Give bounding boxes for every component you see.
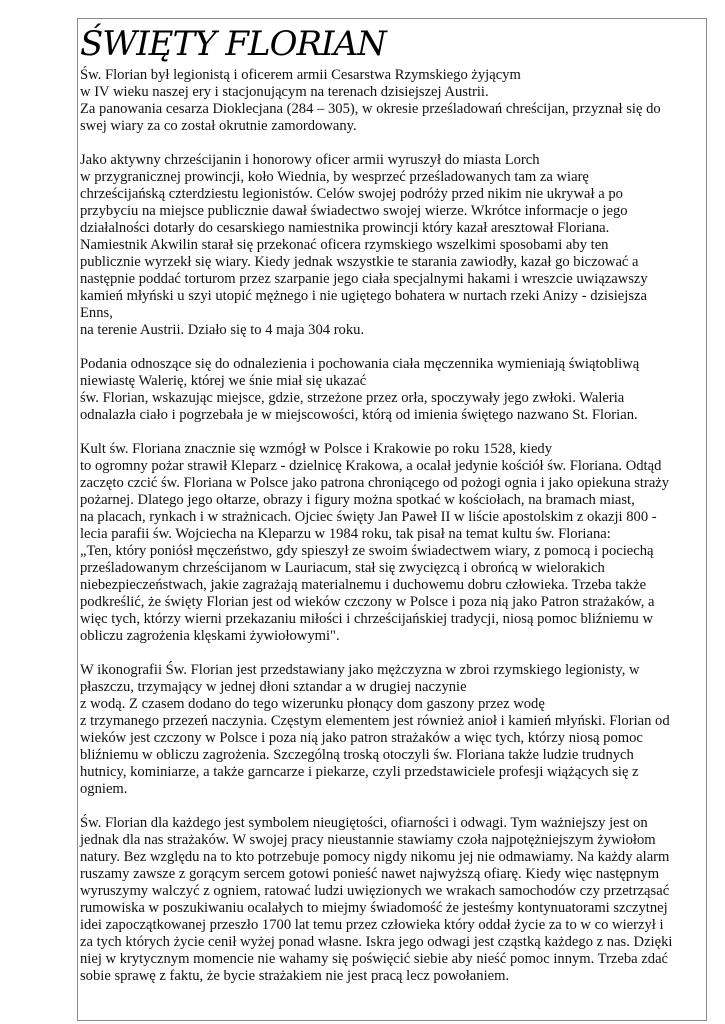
text-line: odnalazła ciało i pogrzebała je w miejscowości, którą od imienia świętego nazwano St. Florian. <box>80 407 638 423</box>
text-line: natury. Bez względu na to kto potrzebuje pomocy nigdy nikomu jej nie odmawiamy. Na każdy alarm <box>80 849 670 865</box>
text-line: więc tych, którzy wierni przekazaniu miłości i chrześcijańskiej tradycji, niosą pomoc bliźniemu w <box>80 611 654 627</box>
document-body <box>80 67 703 985</box>
text-line: rumowiska w poszukiwaniu ocalałych to miejmy świadomość że jesteśmy kontynuatorami szczytnej <box>80 900 668 916</box>
text-line: Namiestnik Akwilin starał się przekonać oficera rzymskiego wszelkimi sposobami aby ten <box>80 237 609 253</box>
text-line: ogniem. <box>80 781 128 797</box>
text-line: jednak dla nas strażaków. W swojej pracy nieustannie stawiamy czoła najpotężniejszym żywiołom <box>80 832 656 848</box>
text-line: niebezpieczeństwach, jakie zagrażają materialnemu i duchowemu dobru człowieka. Trzeba także <box>80 577 647 593</box>
text-line: w przygranicznej prowincji, koło Wiednia, by wesprzeć prześladowanych tam za wiarę <box>80 169 589 185</box>
text-line: „Ten, który poniósł męczeństwo, gdy spieszył ze swoim świadectwem wiary, z pomocą i pociechą <box>80 543 654 559</box>
text-line: niej w krytycznym momencie nie wahamy się poświęcić siebie aby nieść pomoc innym. Trzeba zdać <box>80 951 669 967</box>
text-line: Św. Florian dla każdego jest symbolem nieugiętości, ofiarności i odwagi. Tym ważniejszy jest on <box>80 815 648 831</box>
paragraph <box>80 662 703 798</box>
text-line: z wodą. Z czasem dodano do tego wizerunku płonący dom gaszony przez wodę <box>80 696 545 712</box>
text-line: bliźniemu w obliczu zagrożenia. Szczególną troską otoczyli św. Floriana także ludzie trudnych <box>80 747 634 763</box>
text-line: obliczu zagrożenia klęskami żywiołowymi". <box>80 628 340 644</box>
text-line: płaszczu, trzymający w jednej dłoni sztandar a w drugiej naczynie <box>80 679 467 695</box>
text-line: za tych których życie cenił wyżej ponad własne. Iskra jego odwagi jest cząstką każdego z nas. Dzięki <box>80 934 673 950</box>
text-line: wieków jest czczony w Polsce i poza nią jako patron strażaków a więc tych, którzy niosą pomoc <box>80 730 643 746</box>
text-line: ruszamy zawsze z gorącym sercem gotowi ponieść nawet najwyższą ofiarę. Kiedy więc następnym <box>80 866 660 882</box>
text-line: lecia parafii św. Wojciecha na Kleparzu w 1984 roku, tak pisał na temat kultu św. Floriana: <box>80 526 611 542</box>
text-line: wyruszymy walczyć z ogniem, ratować ludzi uwięzionych we wrakach samochodów czy przetrząsać <box>80 883 670 899</box>
text-line: następnie poddać torturom przez szarpanie jego ciała specjalnymi hakami i wreszcie uwiązawszy <box>80 271 648 287</box>
document-frame <box>77 18 707 1021</box>
text-line: chrześcijańską czterdziestu legionistów. Celów swojej podróży przed nikim nie ukrywał a po <box>80 186 623 202</box>
text-line: publicznie wyrzekł się wiary. Kiedy jednak wszystkie te starania zawiodły, kazał go biczować a <box>80 254 639 270</box>
paragraph <box>80 356 703 424</box>
text-line: przybyciu na miejsce publicznie dawał świadectwo swojej wierze. Wkrótce informacje o jego <box>80 203 628 219</box>
text-line: Za panowania cesarza Dioklecjana (284 – 305), w okresie prześladowań chreścijan, przyznał się do <box>80 101 661 117</box>
text-line: na terenie Austrii. Działo się to 4 maja 304 roku. <box>80 322 365 338</box>
text-line: idei zapoczątkowanej przeszło 1700 lat temu przez człowieka który oddał życie za to w co wierzył i <box>80 917 664 933</box>
text-line: niewiastę Walerię, której we śnie miał się ukazać <box>80 373 367 389</box>
paragraph <box>80 152 703 339</box>
document-title: ŚWIĘTY FLORIAN <box>80 24 386 64</box>
text-line: prześladowanym chrześcijanom w Lauriacum, stał się zwycięzcą i obrońcą w wielorakich <box>80 560 605 576</box>
paragraph <box>80 815 703 985</box>
text-line: to ogromny pożar strawił Kleparz - dzielnicę Krakowa, a ocalał jedynie kościół św. Floriana. Odtąd <box>80 458 662 474</box>
text-line: kamień młyński u szyi utopić mężnego i nie ugiętego bohatera w nurtach rzeki Anizy - dzisiejsza <box>80 288 647 304</box>
text-line: sobie sprawę z faktu, że bycie strażakiem nie jest pracą lecz powołaniem. <box>80 968 510 984</box>
paragraph <box>80 441 703 645</box>
text-line: Podania odnoszące się do odnalezienia i pochowania ciała męczennika wymieniają świątobliwą <box>80 356 640 372</box>
text-line: w IV wieku naszej ery i stacjonującym na terenach dzisiejszej Austrii. <box>80 84 489 100</box>
text-line: W ikonografii Św. Florian jest przedstawiany jako mężczyzna w zbroi rzymskiego legionisty, w <box>80 662 640 678</box>
text-line: św. Florian, wskazując miejsce, gdzie, strzeżone przez orła, spoczywały jego zwłoki. Waleria <box>80 390 625 406</box>
text-line: na placach, rynkach i w strażnicach. Ojciec święty Jan Paweł II w liście apostolskim z okazji 800 - <box>80 509 657 525</box>
paragraph <box>80 67 703 135</box>
text-line: z trzymanego przezeń naczynia. Częstym elementem jest również anioł i kamień młyński. Florian od <box>80 713 670 729</box>
text-line: Kult św. Floriana znacznie się wzmógł w Polsce i Krakowie po roku 1528, kiedy <box>80 441 553 457</box>
text-line: działalności dotarły do cesarskiego namiestnika prowincji który kazał aresztował Floriana. <box>80 220 610 236</box>
text-line: podkreślić, że święty Florian jest od wieków czczony w Polsce i poza nią jako Patron strażaków, a <box>80 594 655 610</box>
text-line: zaczęto czcić św. Floriana w Polsce jako patrona chroniącego od pożogi ognia i jako opiekuna straży <box>80 475 670 491</box>
text-line: hutnicy, kominiarze, a także garncarze i piekarze, czyli przedstawiciele profesji wiążących się z <box>80 764 639 780</box>
text-line: Św. Florian był legionistą i oficerem armii Cesarstwa Rzymskiego żyjącym <box>80 67 521 83</box>
text-line: swej wiary za co został okrutnie zamordowany. <box>80 118 357 134</box>
text-line: pożarnej. Dlatego jego ołtarze, obrazy i figury można spotkać w kościołach, na bramach miast, <box>80 492 635 508</box>
text-line: Enns, <box>80 305 113 321</box>
text-line: Jako aktywny chrześcijanin i honorowy oficer armii wyruszył do miasta Lorch <box>80 152 540 168</box>
